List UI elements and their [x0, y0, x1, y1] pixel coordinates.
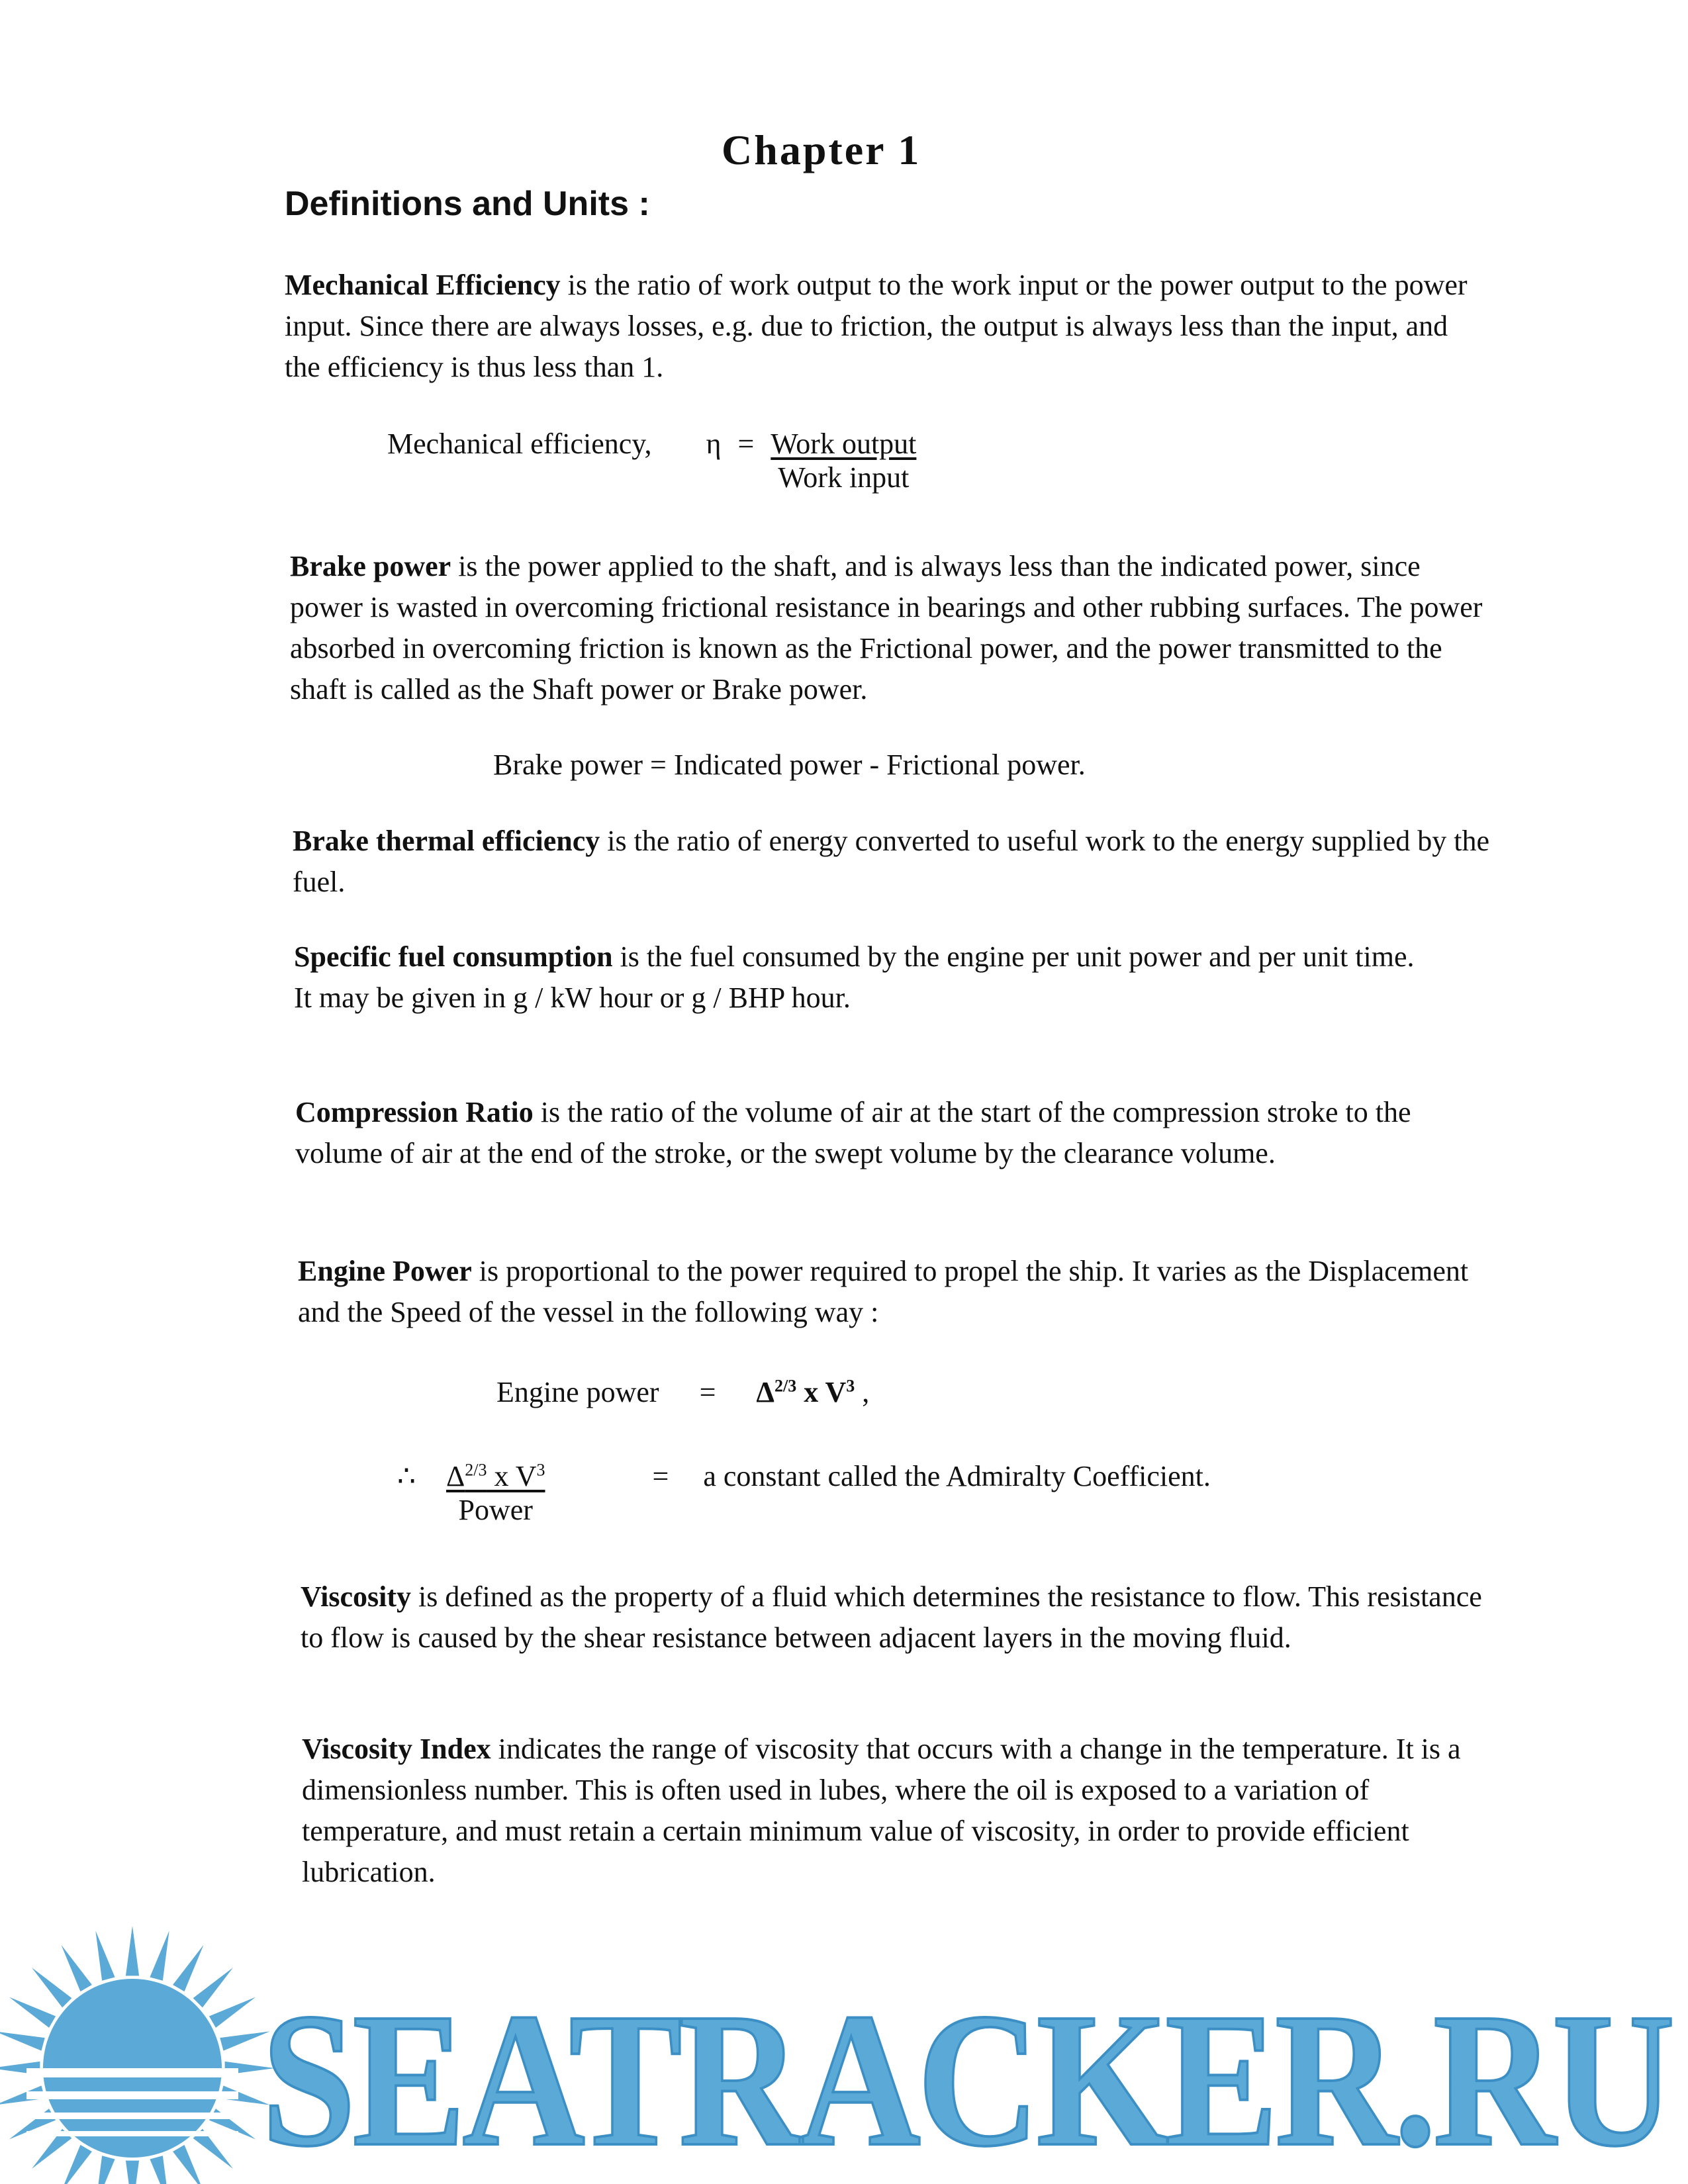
equals-sign: = [699, 1376, 716, 1408]
definition-text: is defined as the property of a fluid which determines the resistance to flow. This resistance to flow is caused by the shear resistance between adjacent layers in the moving fluid. [301, 1580, 1482, 1654]
exponent: 3 [536, 1460, 545, 1480]
sun-ray [150, 1931, 169, 1980]
equals-sign: = [737, 428, 755, 460]
equation-label: Engine power [496, 1376, 659, 1408]
exponent: 3 [846, 1376, 855, 1396]
term-engine-power: Engine Power [298, 1255, 472, 1287]
term-mechanical-efficiency: Mechanical Efficiency [285, 269, 561, 301]
exponent: 2/3 [774, 1376, 797, 1396]
sun-ray [126, 2161, 139, 2184]
sun-ray [32, 1968, 71, 2007]
brake-thermal-efficiency-paragraph [293, 821, 1497, 903]
engine-power-equation [496, 1375, 869, 1409]
equation-rhs: a constant called the Admiralty Coefficient. [703, 1460, 1211, 1492]
admiralty-fraction [446, 1459, 545, 1527]
section-subtitle: Definitions and Units : [285, 185, 650, 223]
fraction-denominator: Power [458, 1494, 533, 1526]
speed-term: x V [487, 1460, 537, 1492]
sun-ray [62, 2145, 92, 2184]
comma: , [855, 1376, 870, 1408]
term-specific-fuel-consumption: Specific fuel consumption [294, 940, 613, 973]
sun-ray [9, 1997, 56, 2028]
eta-symbol: η [706, 428, 722, 460]
sun-ray [95, 2156, 115, 2184]
fraction-numerator [446, 1460, 545, 1492]
definition-text: is proportional to the power required to propel the ship. It varies as the Displacement and the Speed of the vessel in the following way : [298, 1255, 1469, 1328]
units-note: It may be given in g / kW hour or g / BHP hour. [294, 981, 851, 1014]
brake-power-paragraph [290, 546, 1495, 710]
sun-ray [62, 1945, 92, 1991]
term-brake-power: Brake power [290, 550, 451, 582]
sun-ray [209, 1997, 256, 2028]
watermark-text: SEATRACKER.RU [261, 1974, 1672, 2184]
admiralty-coefficient-equation [397, 1459, 1211, 1527]
term-viscosity: Viscosity [301, 1580, 412, 1613]
seatracker-watermark [0, 1919, 1688, 2184]
equation-label: Mechanical efficiency, [387, 428, 652, 460]
delta-symbol: Δ [446, 1460, 465, 1492]
sun-ray [95, 1931, 115, 1980]
definition-text: is the ratio of work output to the work input or the power output to the power input. Since there are always losses, e.g. due to friction, the output is always less than the input, and the efficiency is thus less than 1. [285, 269, 1468, 383]
viscosity-index-paragraph [302, 1729, 1507, 1893]
therefore-symbol: ∴ [397, 1460, 416, 1492]
definition-text: is the ratio of energy converted to useful work to the energy supplied by the fuel. [293, 825, 1489, 898]
work-fraction [771, 427, 916, 494]
term-brake-thermal-efficiency: Brake thermal efficiency [293, 825, 600, 857]
delta-symbol: Δ [756, 1376, 775, 1408]
definition-text: is the fuel consumed by the engine per unit power and per unit time. [612, 940, 1415, 973]
definition-text: is the power applied to the shaft, and is always less than the indicated power, since power is wasted in overcoming frictional resistance in bearings and other rubbing surfaces. The power absorbed in overcoming friction is known as the Frictional power, and the power transmitted to the shaft is called as the Shaft power or Brake power. [290, 550, 1483, 705]
sun-ray [126, 1926, 139, 1976]
chapter-title: Chapter 1 [722, 126, 921, 173]
mechanical-efficiency-paragraph [285, 265, 1489, 388]
specific-fuel-consumption-paragraph [294, 936, 1499, 1019]
engine-power-paragraph [298, 1251, 1503, 1333]
sun-ray [173, 2145, 203, 2184]
sun-ray [173, 1945, 203, 1991]
fraction-denominator: Work input [778, 461, 910, 494]
definition-text: indicates the range of viscosity that occurs with a change in the temperature. It is a dimensionless number. This is often used in lubes, where the oil is exposed to a variation of temperature, and must retain a certain minimum value of viscosity, in order to provide efficient lubrication. [302, 1733, 1461, 1888]
equals-sign: = [652, 1460, 669, 1492]
definition-text: is the ratio of the volume of air at the start of the compression stroke to the volume of air at the end of the stroke, or the swept volume by the clearance volume. [295, 1096, 1411, 1169]
sun-ray [150, 2156, 169, 2184]
sun-ray [0, 2031, 45, 2050]
mechanical-efficiency-equation [387, 427, 916, 494]
term-compression-ratio: Compression Ratio [295, 1096, 534, 1128]
term-viscosity-index: Viscosity Index [302, 1733, 491, 1765]
viscosity-paragraph [301, 1576, 1505, 1659]
sun-icon [0, 1926, 275, 2184]
exponent: 2/3 [465, 1460, 487, 1480]
speed-term: x V [796, 1376, 847, 1408]
sun-ray [193, 1968, 233, 2007]
fraction-numerator: Work output [771, 428, 917, 460]
compression-ratio-paragraph [295, 1092, 1500, 1174]
brake-power-equation: Brake power = Indicated power - Frictional power. [493, 749, 1086, 781]
